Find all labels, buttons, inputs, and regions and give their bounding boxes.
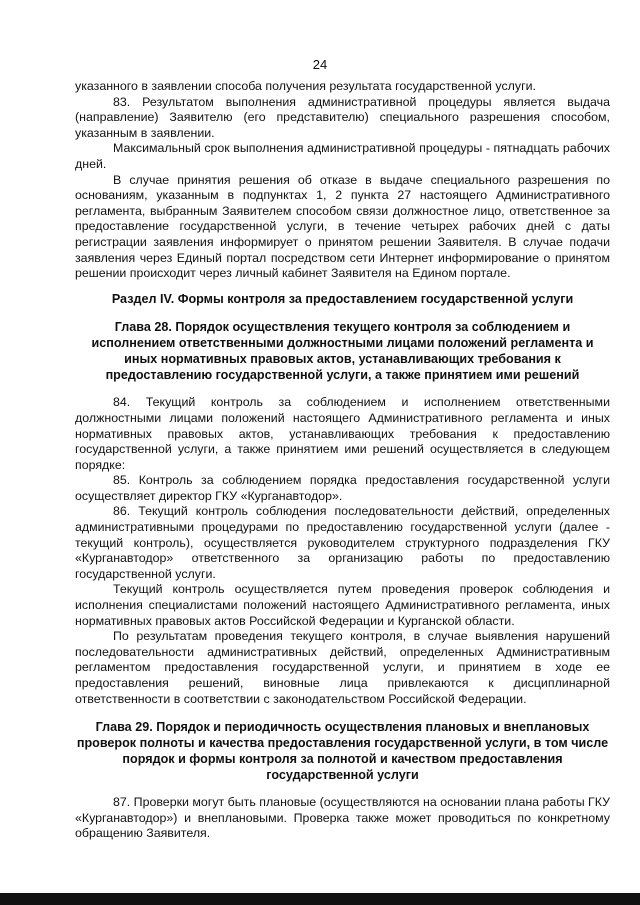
- paragraph: В случае принятия решения об отказе в выдаче специального разрешения по основаниям, указанным в подпунктах 1, 2 пункта 27 настоящего Административного регламента, выбранным Заявителем способом связи должностное лицо, ответственное за предоставление государственной услуги, в течение четырех рабочих дней с даты регистрации заявления информирует о принятом решении Заявителя. В случае подачи заявления через Единый портал посредством сети Интернет информирование о принятом решении происходит через личный кабинет Заявителя на Едином портале.: [75, 172, 610, 281]
- paragraph: 87. Проверки могут быть плановые (осуществляются на основании плана работы ГКУ «Курганавтодор») и внеплановыми. Проверка также может проводиться по конкретному обращению Заявителя.: [75, 795, 610, 841]
- paragraph: указанного в заявлении способа получения результата государственной услуги.: [75, 79, 536, 93]
- paragraph: 86. Текущий контроль соблюдения последовательности действий, определенных административными процедурами по предоставлению государственной услуги (далее - текущий контроль), осуществляется руководителем структурного подразделения ГКУ «Курганавтодор» ответственного за организацию работы по предоставлению государственной услуги.: [75, 504, 610, 581]
- paragraph: 85. Контроль за соблюдением порядка предоставления государственной услуги осуществляет директор ГКУ «Курганавтодор».: [75, 473, 610, 503]
- section-title: Раздел IV. Формы контроля за предоставлением государственной услуги: [111, 291, 574, 306]
- paragraph: 83. Результатом выполнения административной процедуры является выдача (направление) Заявителю (его представителю) специального разрешения способом, указанным в заявлении.: [75, 94, 610, 140]
- paragraph: Максимальный срок выполнения административной процедуры - пятнадцать рабочих дней.: [75, 141, 610, 171]
- paragraph: 84. Текущий контроль за соблюдением и исполнением ответственными должностными лицами положений настоящего Административного регламента и иных нормативных правовых актов, устанавливающих требования к предоставлению государственной услуги, а также принятием ими решений осуществляется в следующем порядке:: [75, 395, 610, 472]
- chapter-28-title: Глава 28. Порядок осуществления текущего контроля за соблюдением и исполнением ответственными должностными лицами положений регламента и иных нормативных правовых актов, устанавливающих требования к предоставлению государственной услуги, а также принятием ими решений: [91, 320, 594, 383]
- document-body: [75, 79, 610, 842]
- scan-edge-bar: [0, 893, 640, 905]
- paragraph: По результатам проведения текущего контроля, в случае выявления нарушений последовательности административных действий, определенных Административным регламентом предоставления государственной услуги, и принятием в ходе ее предоставления решений, виновные лица привлекаются к дисциплинарной ответственности в соответствии с законодательством Российской Федерации.: [75, 629, 610, 706]
- paragraph: Текущий контроль осуществляется путем проведения проверок соблюдения и исполнения специалистами положений настоящего Административного регламента, иных нормативных правовых актов Российской Федерации и Курганской области.: [75, 582, 610, 628]
- chapter-29-title: Глава 29. Порядок и периодичность осуществления плановых и внеплановых проверок полноты и качества предоставления государственной услуги, в том числе порядок и формы контроля за полнотой и качеством предоставления государственной услуги: [76, 720, 609, 783]
- page-number: 24: [312, 57, 328, 72]
